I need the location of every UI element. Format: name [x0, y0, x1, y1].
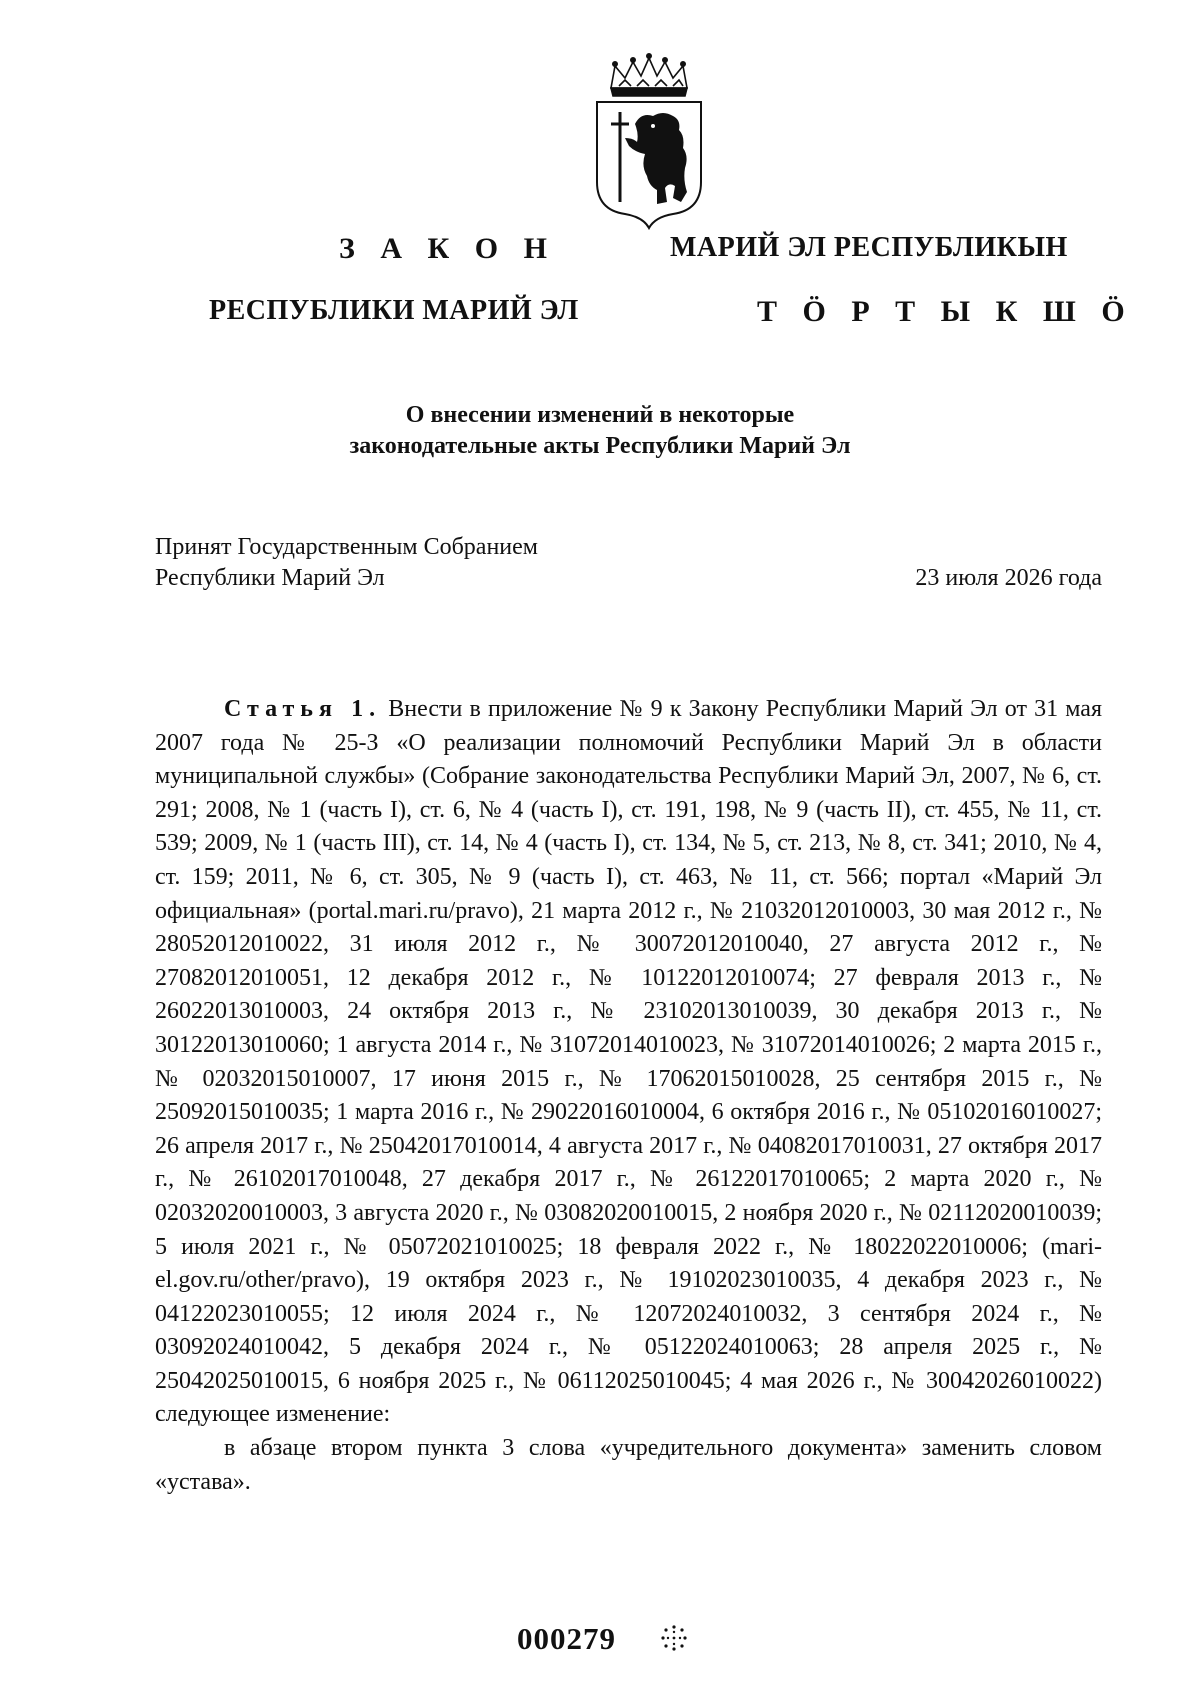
document-title — [0, 400, 1200, 462]
coat-of-arms-icon — [589, 52, 709, 232]
title-line-2: законодательные акты Республики Марий Эл — [349, 433, 851, 459]
law-heading-ru: З А К О Н — [339, 232, 556, 265]
document-body — [155, 693, 1102, 1499]
article-1-text: Внести в приложение № 9 к Закону Республики Марий Эл от 31 мая 2007 года № 25-З «О реализации полномочий Республики Марий Эл в области муниципальной службы» (Собрание законодательства Республики Марий Эл, 2007, № 6, ст. 291; 2008, № 1 (часть I), ст. 6, № 4 (часть I), ст. 191, 198, № 9 (часть II), ст. 455, № 11, ст. 539; 2009, № 1 (часть III), ст. 14, № 4 (часть I), ст. 134, № 5, ст. 213, № 8, ст. 341; 2010, № 4, ст. 159; 2011, № 6, ст. 305, № 9 (часть I), ст. 463, № 11, ст. 566; портал «Марий Эл официальная» (portal.mari.ru/pravo), 21 марта 2012 г., № 21032012010003, 30 мая 2012 г., № 28052012010022, 31 июля 2012 г., № 30072012010040, 27 августа 2012 г., № 27082012010051, 12 декабря 2012 г., № 10122012010074; 27 февраля 2013 г., № 26022013010003, 24 октября 2013 г., № 23102013010039, 30 декабря 2013 г., № 30122013010060; 1 августа 2014 г., № 31072014010023, № 31072014010026; 2 марта 2015 г., № 02032015010007, 17 июня 2015 г., № 17062015010028, 25 сентября 2015 г., № 25092015010035; 1 марта 2016 г., № 29022016010004, 6 октября 2016 г., № 05102016010027; 26 апреля 2017 г., № 25042017010014, 4 августа 2017 г., № 04082017010031, 27 октября 2017 г., № 26102017010048, 27 декабря 2017 г., № 26122017010065; 2 марта 2020 г., № 02032020010003, 3 августа 2020 г., № 03082020010015, 2 ноября 2020 г., № 02112020010039; 5 июля 2021 г., № 05072021010025; 18 февраля 2022 г., № 18022022010006; (mari-el.gov.ru/other/pravo), 19 октября 2023 г., № 19102023010035, 4 декабря 2023 г., № 04122023010055; 12 июля 2024 г., № 12072024010032, 3 сентября 2024 г., № 03092024010042, 5 декабря 2024 г., № 05122024010063; 28 апреля 2025 г., № 25042025010015, 6 ноября 2025 г., № 06112025010045; 4 мая 2026 г., № 30042026010022) следующее изменение: — [155, 696, 1103, 1428]
snowflake-mark-icon — [660, 1624, 688, 1652]
adoption-date: 23 июля 2026 года — [915, 565, 1102, 591]
title-line-1: О внесении изменений в некоторые — [405, 402, 795, 428]
adoption-line-2: Республики Марий Эл — [155, 565, 385, 591]
law-heading-mari: Т Ö Р Т Ы К Ш Ö — [757, 295, 1134, 328]
republic-heading-ru: РЕСПУБЛИКИ МАРИЙ ЭЛ — [209, 295, 579, 326]
amendment-paragraph: в абзаце втором пункта 3 слова «учредительного документа» заменить словом «устава». — [155, 1435, 1102, 1495]
adoption-line-1: Принят Государственным Собранием — [155, 534, 538, 560]
article-1-label: Статья 1. — [224, 696, 382, 722]
republic-heading-mari: МАРИЙ ЭЛ РЕСПУБЛИКЫН — [670, 232, 1068, 263]
adoption-statement — [155, 532, 538, 594]
article-1-paragraph — [155, 693, 1102, 1432]
document-serial-number: 000279 — [517, 1621, 616, 1656]
